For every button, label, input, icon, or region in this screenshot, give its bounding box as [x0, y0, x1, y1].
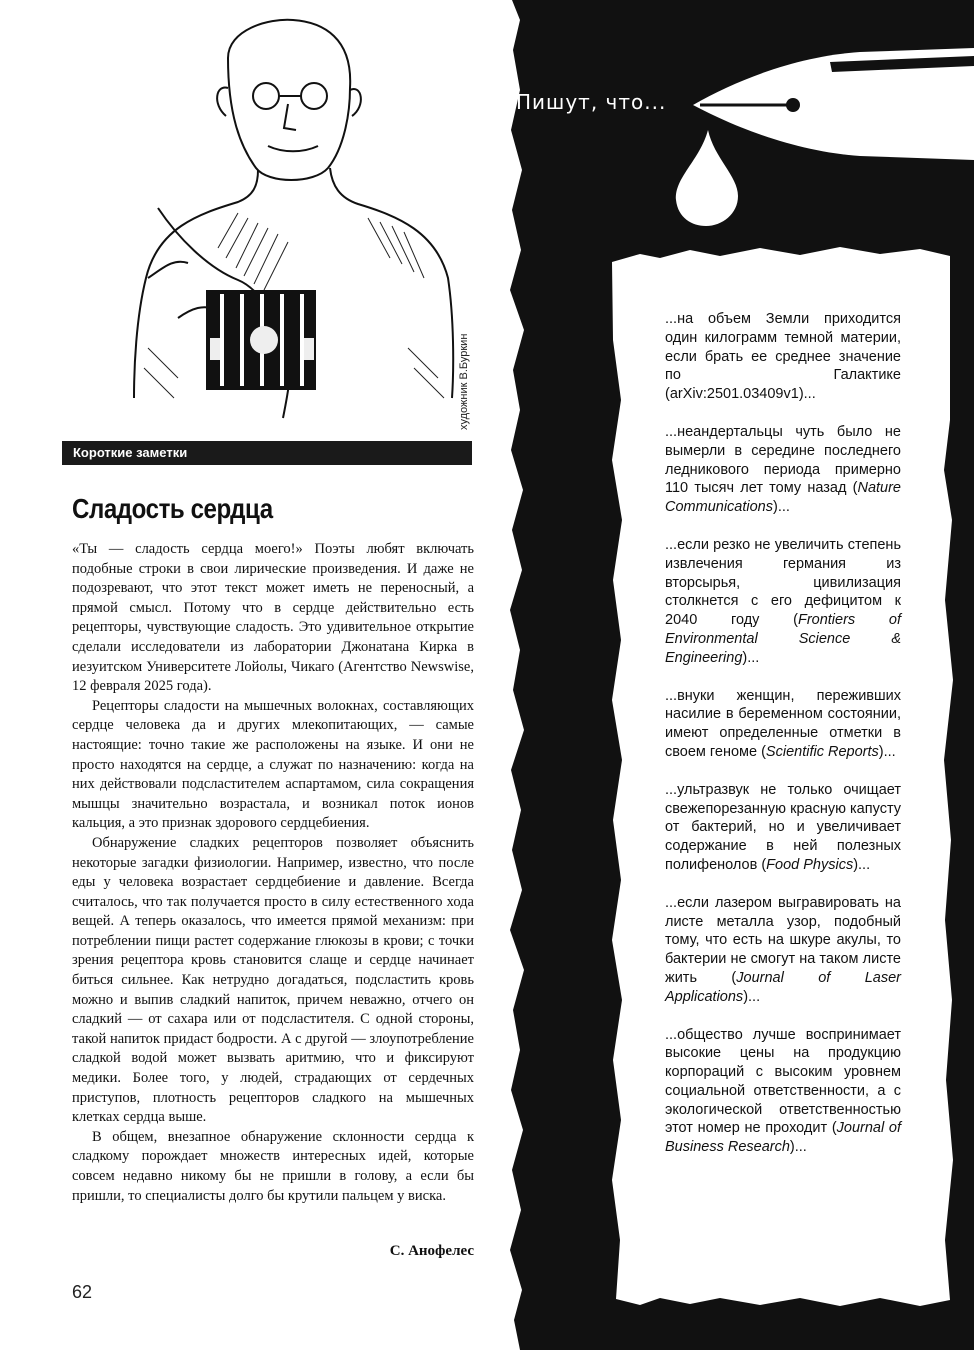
- note-text: ...внуки женщин, переживших насилие в беременном состоянии, имеют определенные отметки в своем геноме (: [665, 687, 901, 760]
- note-item: [665, 894, 901, 1007]
- note-tail: )...: [743, 988, 761, 1005]
- page-number: 62: [72, 1282, 93, 1302]
- article-body: [72, 540, 474, 1206]
- illustration-caricature: [118, 18, 468, 438]
- article-paragraph: Обнаружение сладких рецепторов позволяет объяснить некоторые загадки физиологии. Например, известно, что после еды у человека возрастает сердцебиение и давление. Всегда считалось, что так получается просто в силу естественного хода вещей. А теперь оказалось, что имеется прямой механизм: при потреблении пищи растет содержание глюкозы в крови; с точки зрения рецептора кровь становится слаще и сердце начинает биться сильнее. Как нетрудно догадаться, подсластить кровь можно и выпив сладкий напиток, причем неважно, отчего он сладкий — от сахара или от подсластителя. С одной стороны, такой напиток придаст бодрости. А с другой — злоупотребление сладкой водой может вызвать аритмию, что и фиксируют медики. Более того, у людей, страдающих от сердечных приступов, плотность рецепторов сладкого на мышечных клетках сердца выше.: [72, 834, 474, 1126]
- article-paragraph: Рецепторы сладости на мышечных волокнах, составляющих сердце человека да и других млекопитающих, — самые настоящие: точно такие же расположены на языке. И они не просто находятся на сердце, а служат по назначению: когда на них действовали подсластителем аспартамом, сила сокращения мышцы значительно возрастала, и возникал поток ионов кальция, а это признак здорового сердцебиения.: [72, 697, 474, 832]
- note-text: ...если лазером выгравировать на листе металла узор, подобный тому, что есть на шкуре акулы, то бактерии не смогут на таком листе жить (: [665, 894, 901, 986]
- barred-window: [206, 290, 316, 390]
- note-text: ...на объем Земли приходится один килограмм темной материи, если брать ее среднее значение по Галактике (arXiv:2501.03409v1)...: [665, 311, 901, 403]
- note-item: [665, 536, 901, 668]
- illustrator-credit-text: художник В.Буркин: [458, 333, 470, 430]
- note-text: ...неандертальцы чуть было не вымерли в середине последнего ледникового периода примерно 110 тысяч лет тому назад (: [665, 423, 901, 497]
- note-item: [665, 310, 901, 404]
- article-paragraph: «Ты — сладость сердца моего!» Поэты любят включать подобные строки в свои лирические произведения. И даже не подозревают, что этот текст может иметь не переносный, а прямой смысл. Потому что в сердце действительно есть рецепторы, чувствующие сладость. Это удивительное открытие сделали исследователи из лаборатории Джонатана Кирка в иезуитском Университете Лойолы, Чикаго (Агентство Newswise, 12 февраля 2025 года).: [72, 541, 474, 695]
- note-item: [665, 687, 901, 762]
- article-title: Сладость сердца: [72, 493, 273, 524]
- note-source: Journal of Laser Applications: [665, 969, 901, 1005]
- note-tail: )...: [773, 499, 790, 516]
- note-text: ...если резко не увеличить степень извлечения германия из вторсырья, цивилизация столкнется с его дефицитом к 2040 году (: [665, 536, 901, 629]
- section-label: Короткие заметки: [73, 445, 188, 460]
- note-source: Journal of Business Research: [665, 1120, 902, 1156]
- article-author: С. Анофелес: [389, 1243, 474, 1259]
- note-source: Nature Communications: [665, 480, 901, 516]
- note-item: [665, 781, 901, 875]
- note-item: [665, 1026, 901, 1158]
- note-item: [665, 423, 901, 517]
- note-text: ...ультразвук не только очищает свежепорезанную красную капусту от бактерий, но и увеличивает содержание в ней полезных полифенолов (: [665, 781, 901, 873]
- note-source: Scientific Reports: [765, 743, 879, 760]
- note-tail: )...: [742, 649, 760, 666]
- note-source: Food Physics: [766, 856, 854, 873]
- note-text: ...общество лучше воспринимает высокие цены на продукцию корпораций с высоким уровнем социальной ответственности, а с экологической ответственностью этот номер не проходит (: [665, 1026, 901, 1137]
- article-paragraph: В общем, внезапное обнаружение склонности сердца к сладкому порождает множеств интересных идей, которые совсем недавно никому бы не пришли в голову, а если бы пришли, то специалисты долго бы крутили пальцем у виска.: [72, 1128, 474, 1204]
- column-title: Пишут, что...: [516, 90, 667, 114]
- note-tail: )...: [853, 856, 871, 873]
- note-tail: )...: [789, 1139, 807, 1156]
- note-source: Frontiers of Environmental Science & Engineering: [665, 612, 901, 666]
- notes-list: [665, 310, 901, 1176]
- section-label-bar: [62, 441, 472, 465]
- note-tail: )...: [878, 743, 896, 760]
- illustrator-credit: [458, 330, 478, 430]
